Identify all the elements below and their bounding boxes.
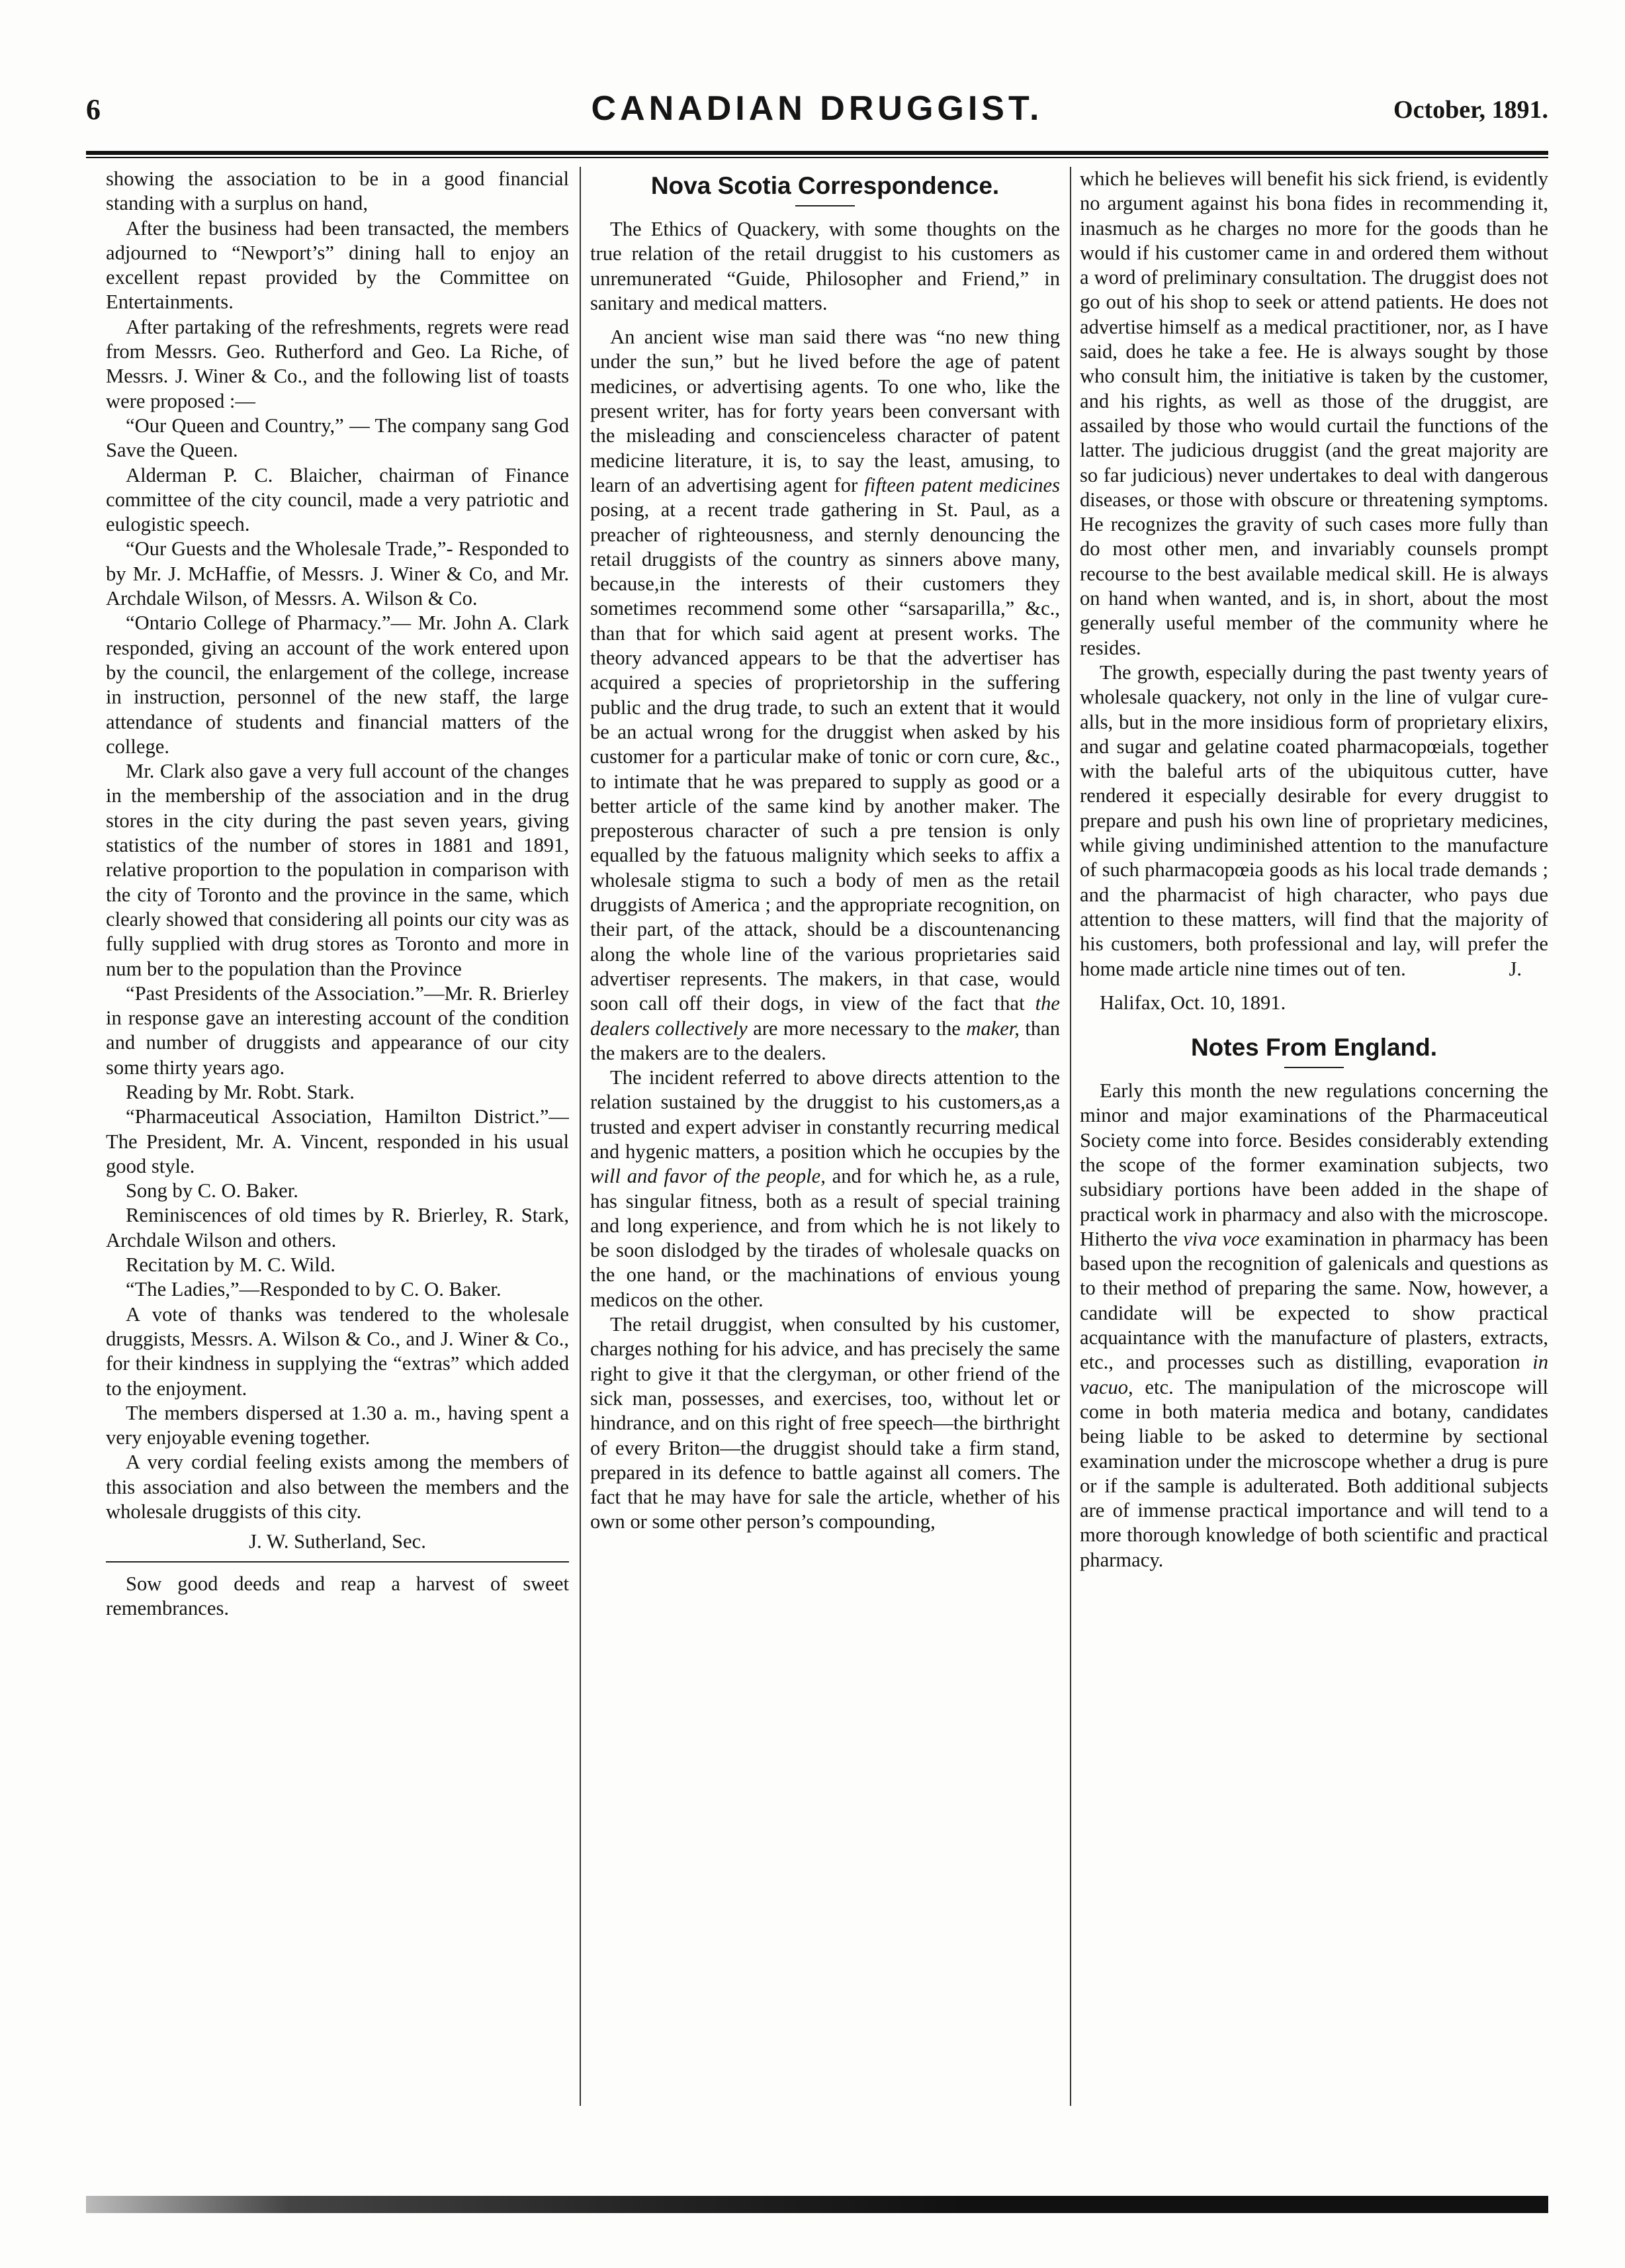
paragraph: An ancient wise man said there was “no new thing under the sun,” but he lived before the age of patent medicines, or advertising agents. To one who, like the present writer, has for forty years been conversant with the misleading and conscienceless character of patent medicine literature, it is, to say the least, amusing, to learn of an advertising agent for fifteen patent medicines posing, at a recent trade gathering in St. Paul, as a preacher of righteousness, and sternly denouncing the retail druggists of the country as sinners above many, because,in the interests of their customers they sometimes recommend some other “sarsaparilla,” &c., than that for which said agent at present works. The theory advanced appears to be that the advertiser has acquired a species of proprietorship in the suffering public and the drug trade, to such an extent that it would be an actual wrong for the druggist when asked by his customer for a particular make of tonic or corn cure, &c., to intimate that he was prepared to supply as good or a better article of the same kind by another maker. The preposterous character of such a pre tension is only equalled by the fatuous malignity which seeks to affix a wholesale stigma to such a body of men as the retail druggists of America ; and the appropriate recognition, on their part, of the attack, should be a discountenancing along the whole line of the various proprietaries said advertiser represents. The makers, in that case, would soon call off their dogs, in view of the fact that the dealers collectively are more necessary to the maker, than the makers are to the dealers. — [590, 326, 1060, 1064]
author-initial: J. — [1509, 957, 1522, 980]
paragraph: “Our Queen and Country,” — The company sang God Save the Queen. — [106, 414, 569, 462]
paragraph: After partaking of the refreshments, regrets were read from Messrs. Geo. Rutherford and Geo. La Riche, of Messrs. J. Winer & Co., and the following list of toasts were proposed :— — [106, 315, 569, 412]
paragraph: Song by C. O. Baker. — [126, 1179, 298, 1202]
signature: J. W. Sutherland, Sec. — [249, 1530, 426, 1553]
motto: Sow good deeds and reap a harvest of sweet remembrances. — [106, 1572, 569, 1619]
dateline: Halifax, Oct. 10, 1891. — [1100, 991, 1286, 1014]
page-header — [86, 86, 1548, 139]
paragraph: A vote of thanks was tendered to the wholesale druggists, Messrs. A. Wilson & Co., and J. Winer & Co., for their kindness in supplying the “extras” which added to the enjoyment. — [106, 1302, 569, 1400]
issue-date: October, 1891. — [1393, 96, 1548, 124]
paragraph: Recitation by M. C. Wild. — [126, 1253, 335, 1277]
column-divider — [1070, 167, 1071, 2106]
paragraph: Reading by Mr. Robt. Stark. — [126, 1080, 355, 1103]
paragraph: The retail druggist, when consulted by his customer, charges nothing for his advice, and has precisely the same right to give it that the clergyman, or other friend of the sick man, possesses, and exercises, too, without let or hindrance, and on this right of free speech—the birthright of every Briton—the druggist should take a firm stand, prepared in its defence to battle against all comers. The fact that he may have for sale the article, whether of his own or some other person’s compounding, — [590, 1313, 1060, 1533]
paragraph: The members dispersed at 1.30 a. m., having spent a very enjoyable evening together. — [106, 1401, 569, 1449]
title-rule — [1284, 1067, 1344, 1068]
paragraph: “Past Presidents of the Association.”—Mr. R. Brierley in response gave an interesting account of the condition and number of druggists and appearance of our city some thirty years ago. — [106, 981, 569, 1079]
section-title: Notes From England. — [1190, 1034, 1438, 1062]
column-left — [106, 167, 569, 2119]
column-middle — [590, 167, 1060, 2119]
header-rule — [86, 151, 1548, 158]
section-title: Nova Scotia Correspondence. — [650, 172, 1000, 199]
footer-band — [86, 2196, 1548, 2213]
title-rule — [795, 205, 855, 206]
paragraph: Mr. Clark also gave a very full account of the changes in the membership of the association and in the drug stores in the city during the past seven years, giving statistics of the number of stores in 1881 and 1891, relative proportion to the population in comparison with the city of Toronto and the province in the same, which clearly showed that considering all points our city was as fully supplied with drug stores as Toronto and more in num ber to the population than the Province — [106, 760, 569, 980]
paragraph: The growth, especially during the past twenty years of wholesale quackery, not only in the line of vulgar cure-alls, but in the more insidious form of proprietary elixirs, and sugar and gelatine coated pharmacopœials, together with the baleful arts of the ubiquitous cutter, have rendered it especially desirable for every druggist to prepare and push his own line of proprietary medicines, while giving undiminished attention to the manufacture of such pharmacopœia goods as his local trade demands ; and the pharmacist of high character, who pays due attention to these matters, will find that the majority of his customers, both professional and lay, will prefer the home made article nine times out of ten. J. — [1080, 660, 1548, 981]
paragraph: “Ontario College of Pharmacy.”— Mr. John A. Clark responded, giving an account of the work entered upon by the council, the enlargement of the college, increase in instruction, personnel of the new staff, the large attendance of students and financial matters of the college. — [106, 612, 569, 758]
column-divider — [580, 167, 581, 2106]
paragraph: Early this month the new regulations concerning the minor and major examinations of the Pharmaceutical Society come into force. Besides considerably extending the scope of the former examination subjects, two subsidiary portions have been added in the shape of practical work in pharmacy and also with the microscope. Hitherto the viva voce examination in pharmacy has been based upon the recognition of galenicals and questions as to their method of preparing the same. Now, however, a candidate will be expected to show practical acquaintance with the manufacture of plasters, extracts, etc., and processes such as distilling, evaporation in vacuo, etc. The manipulation of the microscope will come in both materia medica and botany, candidates being liable to be asked to determine by sectional examination under the microscope whether a drug is pure or if the sample is adulterated. Both additional subjects are of immense practical importance and will tend to a more thorough knowledge of both scientific and practical pharmacy. — [1080, 1079, 1548, 1571]
paragraph: “The Ladies,”—Responded to by C. O. Baker. — [126, 1278, 502, 1301]
divider — [106, 1561, 569, 1563]
column-right — [1080, 167, 1548, 2119]
paragraph: After the business had been transacted, the members adjourned to “Newport’s” dining hall to enjoy an excellent repast provided by the Committee on Entertainments. — [106, 216, 569, 314]
paragraph: showing the association to be in a good financial standing with a surplus on hand, — [106, 167, 569, 215]
paragraph: which he believes will benefit his sick friend, is evidently no argument against his bona fides in recommending it, inasmuch as he charges no more for the goods than he would if his customer came in and ordered them without a word of preliminary consultation. The druggist does not go out of his shop to seek or attend patients. He does not advertise himself as a medical practitioner, nor, as I have said, does he take a fee. He is always sought by those who consult him, the initiative is taken by the customer, and his rights, as well as those of the druggist, are assailed by those who would curtail the functions of the latter. The judicious druggist (and the great majority are so far judicious) never undertakes to deal with dangerous diseases, or those with obscure or threatening symptoms. He recognizes the gravity of such cases more fully than do most other men, and invariably counsels prompt recourse to the best available medical skill. He is always on hand when wanted, and is, in short, about the most generally useful member of the community where he resides. — [1080, 167, 1548, 659]
paragraph: Reminiscences of old times by R. Brierley, R. Stark, Archdale Wilson and others. — [106, 1204, 569, 1251]
paragraph: “Pharmaceutical Association, Hamilton District.”—The President, Mr. A. Vincent, responded in his usual good style. — [106, 1105, 569, 1177]
article-intro: The Ethics of Quackery, with some thoughts on the true relation of the retail druggist to his customers as unremunerated “Guide, Philosopher and Friend,” in sanitary and medical matters. — [590, 218, 1060, 314]
paragraph: “Our Guests and the Wholesale Trade,”- Responded to by Mr. J. McHaffie, of Messrs. J. Winer & Co, and Mr. Archdale Wilson, of Messrs. A. Wilson & Co. — [106, 537, 569, 610]
masthead-title: CANADIAN DRUGGIST. — [591, 89, 1043, 128]
paragraph: Alderman P. C. Blaicher, chairman of Finance committee of the city council, made a very patriotic and eulogistic speech. — [106, 463, 569, 536]
page-number: 6 — [86, 93, 101, 126]
paragraph: The incident referred to above directs attention to the relation sustained by the druggist to his customers,as a trusted and expert adviser in constantly recurring medical and hygenic matters, a position which he occupies by the will and favor of the people, and for which he, as a rule, has singular fitness, both as a result of special training and long experience, and from which he is not likely to be soon dislodged by the tirades of wholesale quacks on the one hand, or the machinations of envious young medicos on the other. — [590, 1066, 1060, 1311]
paragraph: A very cordial feeling exists among the members of this association and also between the members and the wholesale druggists of this city. — [106, 1451, 569, 1523]
